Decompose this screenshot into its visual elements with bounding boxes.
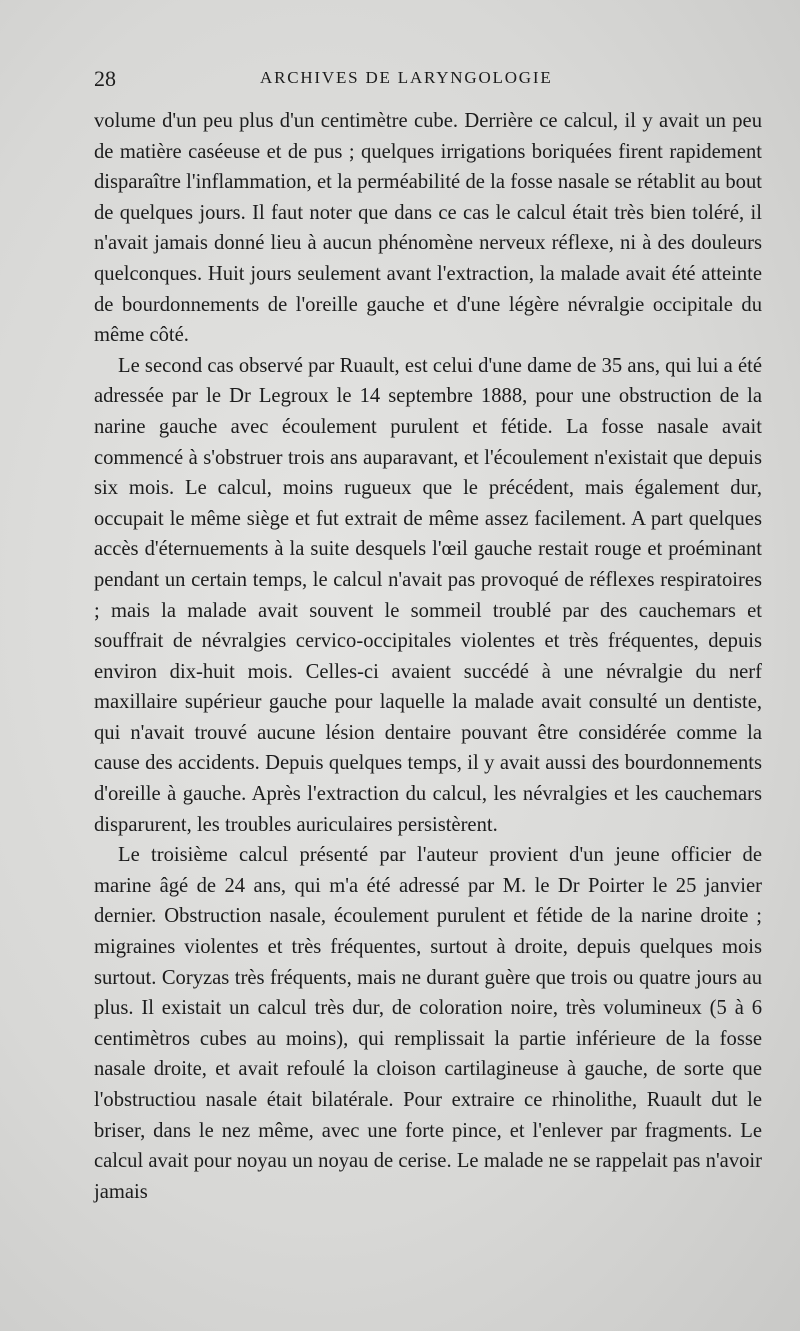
page-header xyxy=(94,62,764,106)
running-title: ARCHIVES DE LARYNGOLOGIE xyxy=(260,68,553,87)
body-text xyxy=(94,106,762,1207)
paragraph-second-case: Le second cas observé par Ruault, est celui d'une dame de 35 ans, qui lui a été adressée par le Dr Legroux le 14 septembre 1888, pour une obstruction de la narine gauche avec écoulement purulent et fétide. La fosse nasale avait commencé à s'obstruer trois ans auparavant, et l'écoulement n'existait que depuis six mois. Le calcul, moins rugueux que le précédent, mais également dur, occupait le même siège et fut extrait de même assez facilement. A part quelques accès d'éternuements à la suite desquels l'œil gauche restait rouge et proéminant pendant un certain temps, le calcul n'avait pas provoqué de réflexes respiratoires ; mais la malade avait souvent le sommeil troublé par des cauchemars et souffrait de névralgies cervico-occipitales violentes et très fréquentes, depuis environ dix-huit mois. Celles-ci avaient succédé à une névralgie du nerf maxillaire supérieur gauche pour laquelle la malade avait consulté un dentiste, qui n'avait trouvé aucune lésion dentaire pouvant être considérée comme la cause des accidents. Depuis quelques temps, il y avait aussi des bourdonnements d'oreille à gauche. Après l'extraction du calcul, les névralgies et les cauchemars disparurent, les troubles auriculaires persistèrent. xyxy=(94,354,762,836)
paragraph-continuation: volume d'un peu plus d'un centimètre cube. Derrière ce calcul, il y avait un peu de matière caséeuse et de pus ; quelques irrigations boriquées firent rapidement disparaître l'inflammation, et la perméabilité de la fosse nasale se rétablit au bout de quelques jours. Il faut noter que dans ce cas le calcul était très bien toléré, il n'avait jamais donné lieu à aucun phénomène nerveux réflexe, ni à des douleurs quelconques. Huit jours seulement avant l'extraction, la malade avait été atteinte de bourdonnements de l'oreille gauche et d'une légère névralgie occipitale du même côté. xyxy=(94,110,762,347)
page-number: 28 xyxy=(94,66,116,91)
paragraph-third-case: Le troisième calcul présenté par l'auteur provient d'un jeune officier de marine âgé de 24 ans, qui m'a été adressé par M. le Dr Poirter le 25 janvier dernier. Obstruction nasale, écoulement purulent et fétide de la narine droite ; migraines violentes et très fréquentes, surtout à droite, depuis quelques mois surtout. Coryzas très fréquents, mais ne durant guère que trois ou quatre jours au plus. Il existait un calcul très dur, de coloration noire, très volumineux (5 à 6 centimètros cubes au moins), qui remplissait la partie inférieure de la fosse nasale droite, et avait refoulé la cloison cartilagineuse à gauche, de sorte que l'obstructiou nasale était bilatérale. Pour extraire ce rhinolithe, Ruault dut le briser, dans le nez même, avec une forte pince, et l'enlever par fragments. Le calcul avait pour noyau un noyau de cerise. Le malade ne se rappelait pas n'avoir jamais xyxy=(94,844,762,1203)
